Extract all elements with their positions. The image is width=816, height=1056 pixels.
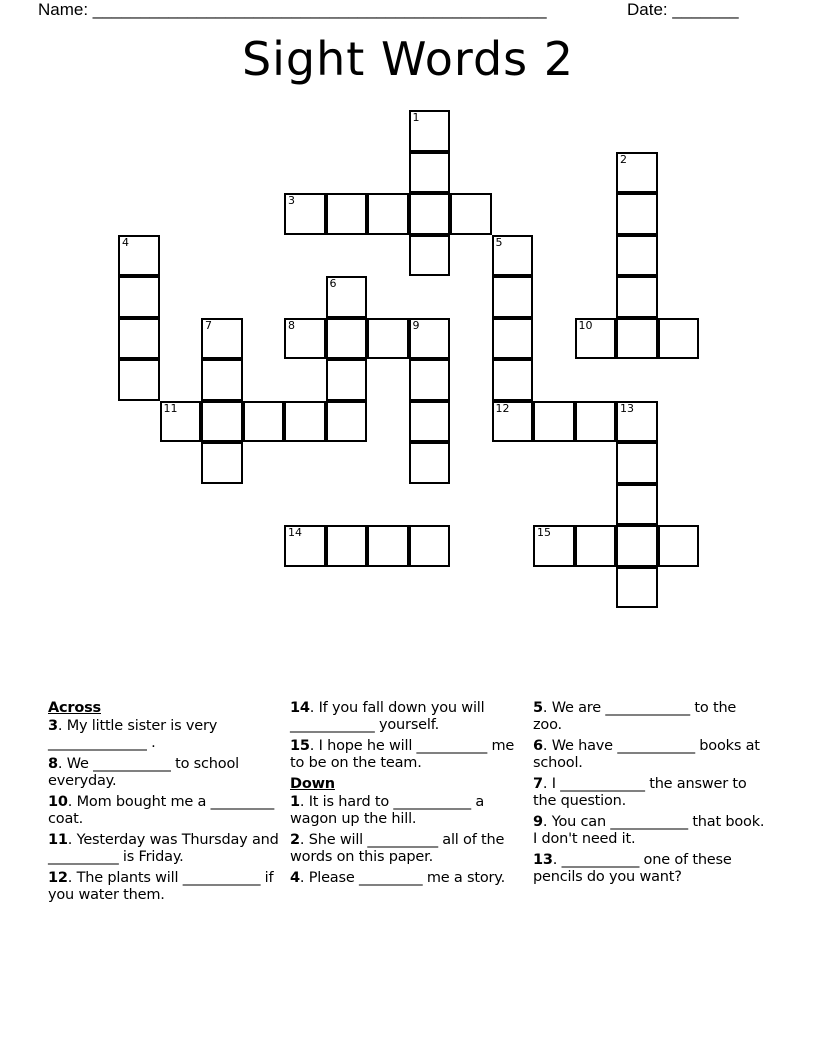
clue-number: 15	[290, 738, 310, 754]
grid-cell[interactable]	[326, 359, 368, 401]
grid-cell[interactable]	[616, 152, 658, 194]
clue-text: . If you fall down you will ____________ yourself.	[290, 700, 485, 733]
clue-text: . The plants will ___________ if you water them.	[48, 870, 274, 903]
clue-column-3	[533, 700, 768, 890]
grid-cell[interactable]	[533, 401, 575, 443]
grid-cell[interactable]	[616, 484, 658, 526]
clue-down-2	[290, 832, 525, 866]
clue-text: . I ____________ the answer to the question.	[533, 776, 747, 809]
grid-cell[interactable]	[118, 235, 160, 277]
cell-number: 1	[412, 111, 420, 124]
grid-cell[interactable]	[284, 525, 326, 567]
clue-number: 7	[533, 776, 543, 792]
cell-number: 2	[620, 152, 627, 166]
grid-cell[interactable]	[658, 318, 700, 360]
name-field[interactable]: Name: ________________________________________________	[38, 0, 547, 19]
grid-cell[interactable]	[658, 525, 700, 567]
grid-cell[interactable]	[492, 359, 534, 401]
grid-cell[interactable]	[201, 318, 243, 360]
date-field[interactable]: Date: _______	[627, 0, 739, 19]
clue-across-11	[48, 832, 283, 866]
clue-across-12	[48, 870, 283, 904]
grid-cell[interactable]	[616, 401, 658, 443]
clue-text: . We ___________ to school everyday.	[48, 756, 239, 789]
cell-number: 7	[205, 318, 212, 332]
grid-cell[interactable]	[201, 442, 243, 484]
cell-number: 4	[122, 235, 129, 249]
clue-number: 4	[290, 870, 300, 886]
clue-number: 2	[290, 832, 300, 848]
cell-number: 6	[329, 277, 337, 290]
clue-down-5	[533, 700, 768, 734]
grid-cell[interactable]	[409, 359, 451, 401]
clue-text: . Yesterday was Thursday and __________ is Friday.	[48, 832, 279, 865]
clue-number: 9	[533, 814, 543, 830]
clue-text: . Mom bought me a _________ coat.	[48, 794, 275, 827]
grid-cell[interactable]	[533, 525, 575, 567]
clue-number: 1	[290, 794, 300, 810]
cell-number: 10	[578, 318, 593, 332]
grid-cell[interactable]	[409, 110, 451, 152]
grid-cell[interactable]	[118, 359, 160, 401]
grid-cell[interactable]	[326, 193, 368, 235]
clue-text: . We have ___________ books at school.	[533, 738, 760, 771]
cell-number: 15	[537, 526, 551, 539]
grid-cell[interactable]	[575, 401, 617, 443]
grid-cell[interactable]	[492, 276, 534, 318]
grid-cell[interactable]	[284, 318, 326, 360]
grid-cell[interactable]	[409, 318, 451, 360]
grid-cell[interactable]	[409, 442, 451, 484]
grid-cell[interactable]	[326, 276, 368, 318]
cell-number: 8	[288, 318, 295, 332]
grid-cell[interactable]	[284, 401, 326, 443]
grid-cell[interactable]	[492, 401, 534, 443]
clue-number: 13	[533, 852, 553, 868]
grid-cell[interactable]	[409, 193, 451, 235]
grid-cell[interactable]	[201, 401, 243, 443]
grid-cell[interactable]	[492, 235, 534, 277]
grid-cell[interactable]	[575, 318, 617, 360]
cell-number: 5	[495, 235, 503, 249]
clue-down-6	[533, 738, 768, 772]
clue-number: 10	[48, 794, 68, 810]
clue-text: . You can ___________ that book. I don't need it.	[533, 814, 765, 847]
clue-number: 5	[533, 700, 543, 716]
grid-cell[interactable]	[326, 401, 368, 443]
grid-cell[interactable]	[616, 193, 658, 235]
grid-cell[interactable]	[367, 525, 409, 567]
clue-number: 12	[48, 870, 68, 886]
clue-text: . We are ____________ to the zoo.	[533, 700, 737, 733]
clue-text: . She will __________ all of the words on this paper.	[290, 832, 505, 865]
clue-number: 8	[48, 756, 58, 772]
grid-cell[interactable]	[243, 401, 285, 443]
grid-cell[interactable]	[575, 525, 617, 567]
clue-down-13	[533, 852, 768, 886]
clue-number: 6	[533, 738, 543, 754]
grid-cell[interactable]	[616, 525, 658, 567]
clue-down-7	[533, 776, 768, 810]
clue-text: . It is hard to ___________ a wagon up the hill.	[290, 794, 485, 827]
grid-cell[interactable]	[409, 235, 451, 277]
clue-text: . I hope he will __________ me to be on the team.	[290, 738, 515, 771]
cell-number: 9	[412, 318, 420, 332]
grid-cell[interactable]	[160, 401, 202, 443]
grid-cell[interactable]	[616, 276, 658, 318]
clue-number: 3	[48, 718, 58, 734]
cell-number: 14	[288, 526, 302, 539]
clue-down-1	[290, 794, 525, 828]
cell-number: 12	[495, 401, 510, 415]
clue-column-1	[48, 700, 283, 908]
grid-cell[interactable]	[326, 525, 368, 567]
grid-cell[interactable]	[492, 318, 534, 360]
grid-cell[interactable]	[367, 193, 409, 235]
grid-cell[interactable]	[326, 318, 368, 360]
cell-number: 11	[163, 401, 178, 415]
grid-cell[interactable]	[616, 567, 658, 609]
grid-cell[interactable]	[118, 318, 160, 360]
clue-number: 11	[48, 832, 68, 848]
across-heading: Across	[48, 700, 101, 716]
cell-number: 3	[288, 194, 295, 207]
clue-across-10	[48, 794, 283, 828]
grid-cell[interactable]	[409, 401, 451, 443]
cell-number: 13	[620, 401, 634, 415]
grid-cell[interactable]	[409, 152, 451, 194]
page-title: Sight Words 2	[241, 32, 575, 86]
clue-down-4	[290, 870, 525, 887]
down-heading: Down	[290, 776, 335, 792]
clue-across-14	[290, 700, 525, 734]
clue-column-2	[290, 700, 525, 891]
grid-cell[interactable]	[201, 359, 243, 401]
grid-cell[interactable]	[450, 193, 492, 235]
grid-cell[interactable]	[616, 235, 658, 277]
clue-text: . ___________ one of these pencils do you want?	[533, 852, 732, 885]
grid-cell[interactable]	[616, 318, 658, 360]
clue-text: . My little sister is very ______________ .	[48, 718, 218, 751]
clue-down-9	[533, 814, 768, 848]
clue-number: 14	[290, 700, 310, 716]
grid-cell[interactable]	[284, 193, 326, 235]
clue-across-3	[48, 718, 283, 752]
grid-cell[interactable]	[616, 442, 658, 484]
clue-across-8	[48, 756, 283, 790]
grid-cell[interactable]	[367, 318, 409, 360]
clue-across-15	[290, 738, 525, 772]
grid-cell[interactable]	[118, 276, 160, 318]
clue-text: . Please _________ me a story.	[299, 870, 505, 886]
grid-cell[interactable]	[409, 525, 451, 567]
